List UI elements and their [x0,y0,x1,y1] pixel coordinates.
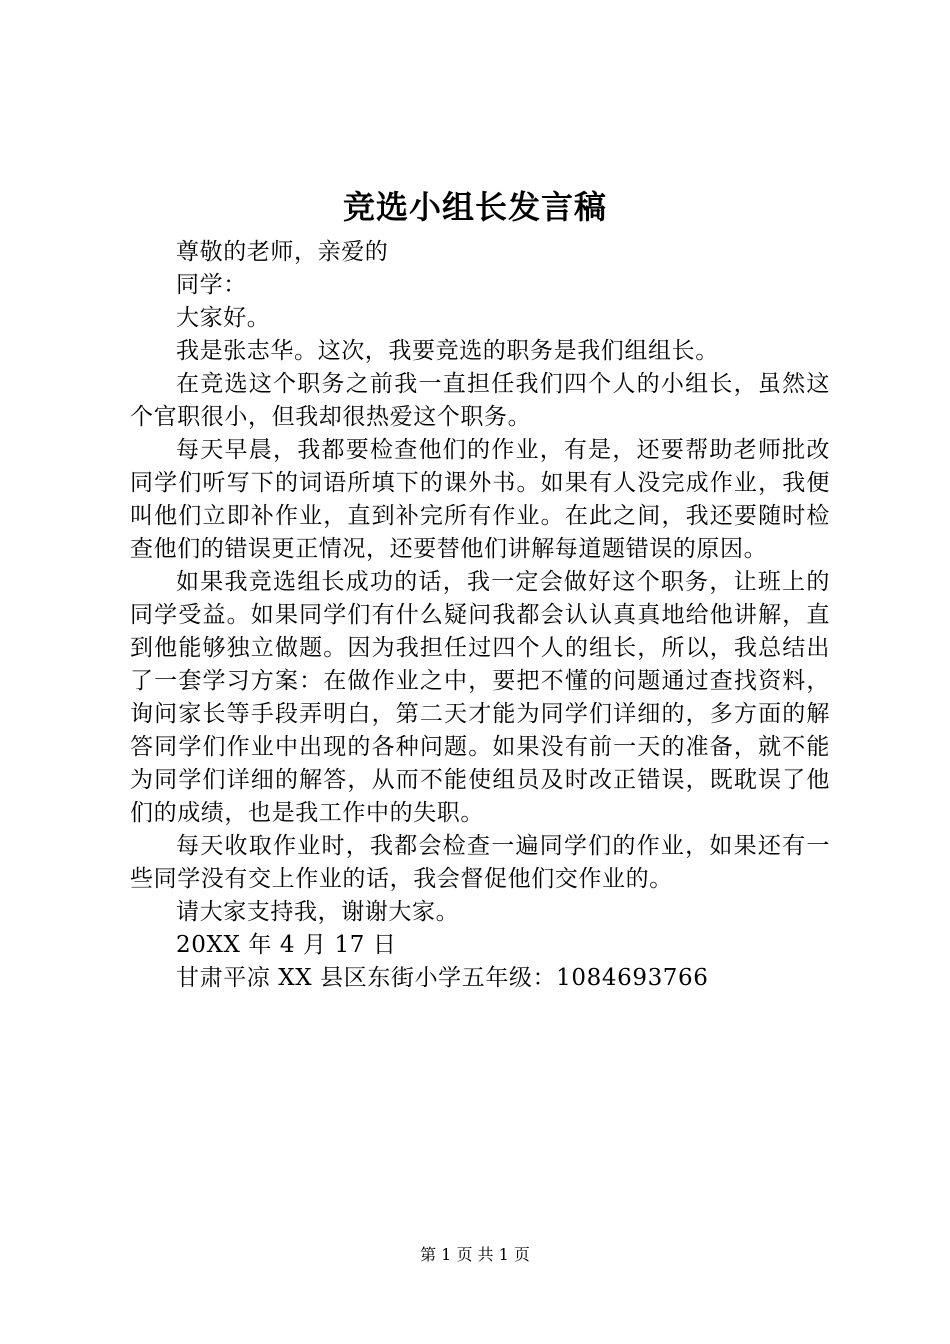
signature-line: 甘肃平凉 XX 县区东街小学五年级：1084693766 [176,965,709,991]
introduction-paragraph: 我是张志华。这次，我要竞选的职务是我们组组长。 [176,338,719,364]
salutation-line: 尊敬的老师，亲爱的 [176,239,389,265]
body-paragraph: 每天早晨，我都要检查他们的作业，有是，还要帮助老师批改同学们听写下的词语所填下的课外书。如果有人没完成作业，我便叫他们立即补作业，直到补完所有作业。在此之间，我还要随时检查他们的错误更正情况，还要替他们讲解每道题错误的原因。 [130,437,830,562]
date-line: 20XX 年 4 月 17 日 [176,932,397,958]
document-body [130,236,830,995]
salutation-line: 同学： [176,272,247,298]
body-paragraph: 如果我竞选组长成功的话，我一定会做好这个职务，让班上的同学受益。如果同学们有什么疑问我都会认认真真地给他讲解，直到他能够独立做题。因为我担任过四个人的组长，所以，我总结出了一套学习方案：在做作业之中，要把不懂的问题通过查找资料，询问家长等手段弄明白，第二天才能为同学们详细的，多方面的解答同学们作业中出现的各种问题。如果没有前一天的准备，就不能为同学们详细的解答，从而不能使组员及时改正错误，既耽误了他们的成绩，也是我工作中的失职。 [130,569,830,826]
page-number-footer: 第 1 页 共 1 页 [420,1245,530,1264]
document-title: 竞选小组长发言稿 [342,188,607,226]
closing-paragraph: 请大家支持我，谢谢大家。 [176,899,460,925]
body-paragraph: 每天收取作业时，我都会检查一遍同学们的作业，如果还有一些同学没有交上作业的话，我会督促他们交作业的。 [130,833,830,892]
greeting-paragraph: 大家好。 [176,305,271,331]
body-paragraph: 在竞选这个职务之前我一直担任我们四个人的小组长，虽然这个官职很小，但我却很热爱这个职务。 [130,371,830,430]
